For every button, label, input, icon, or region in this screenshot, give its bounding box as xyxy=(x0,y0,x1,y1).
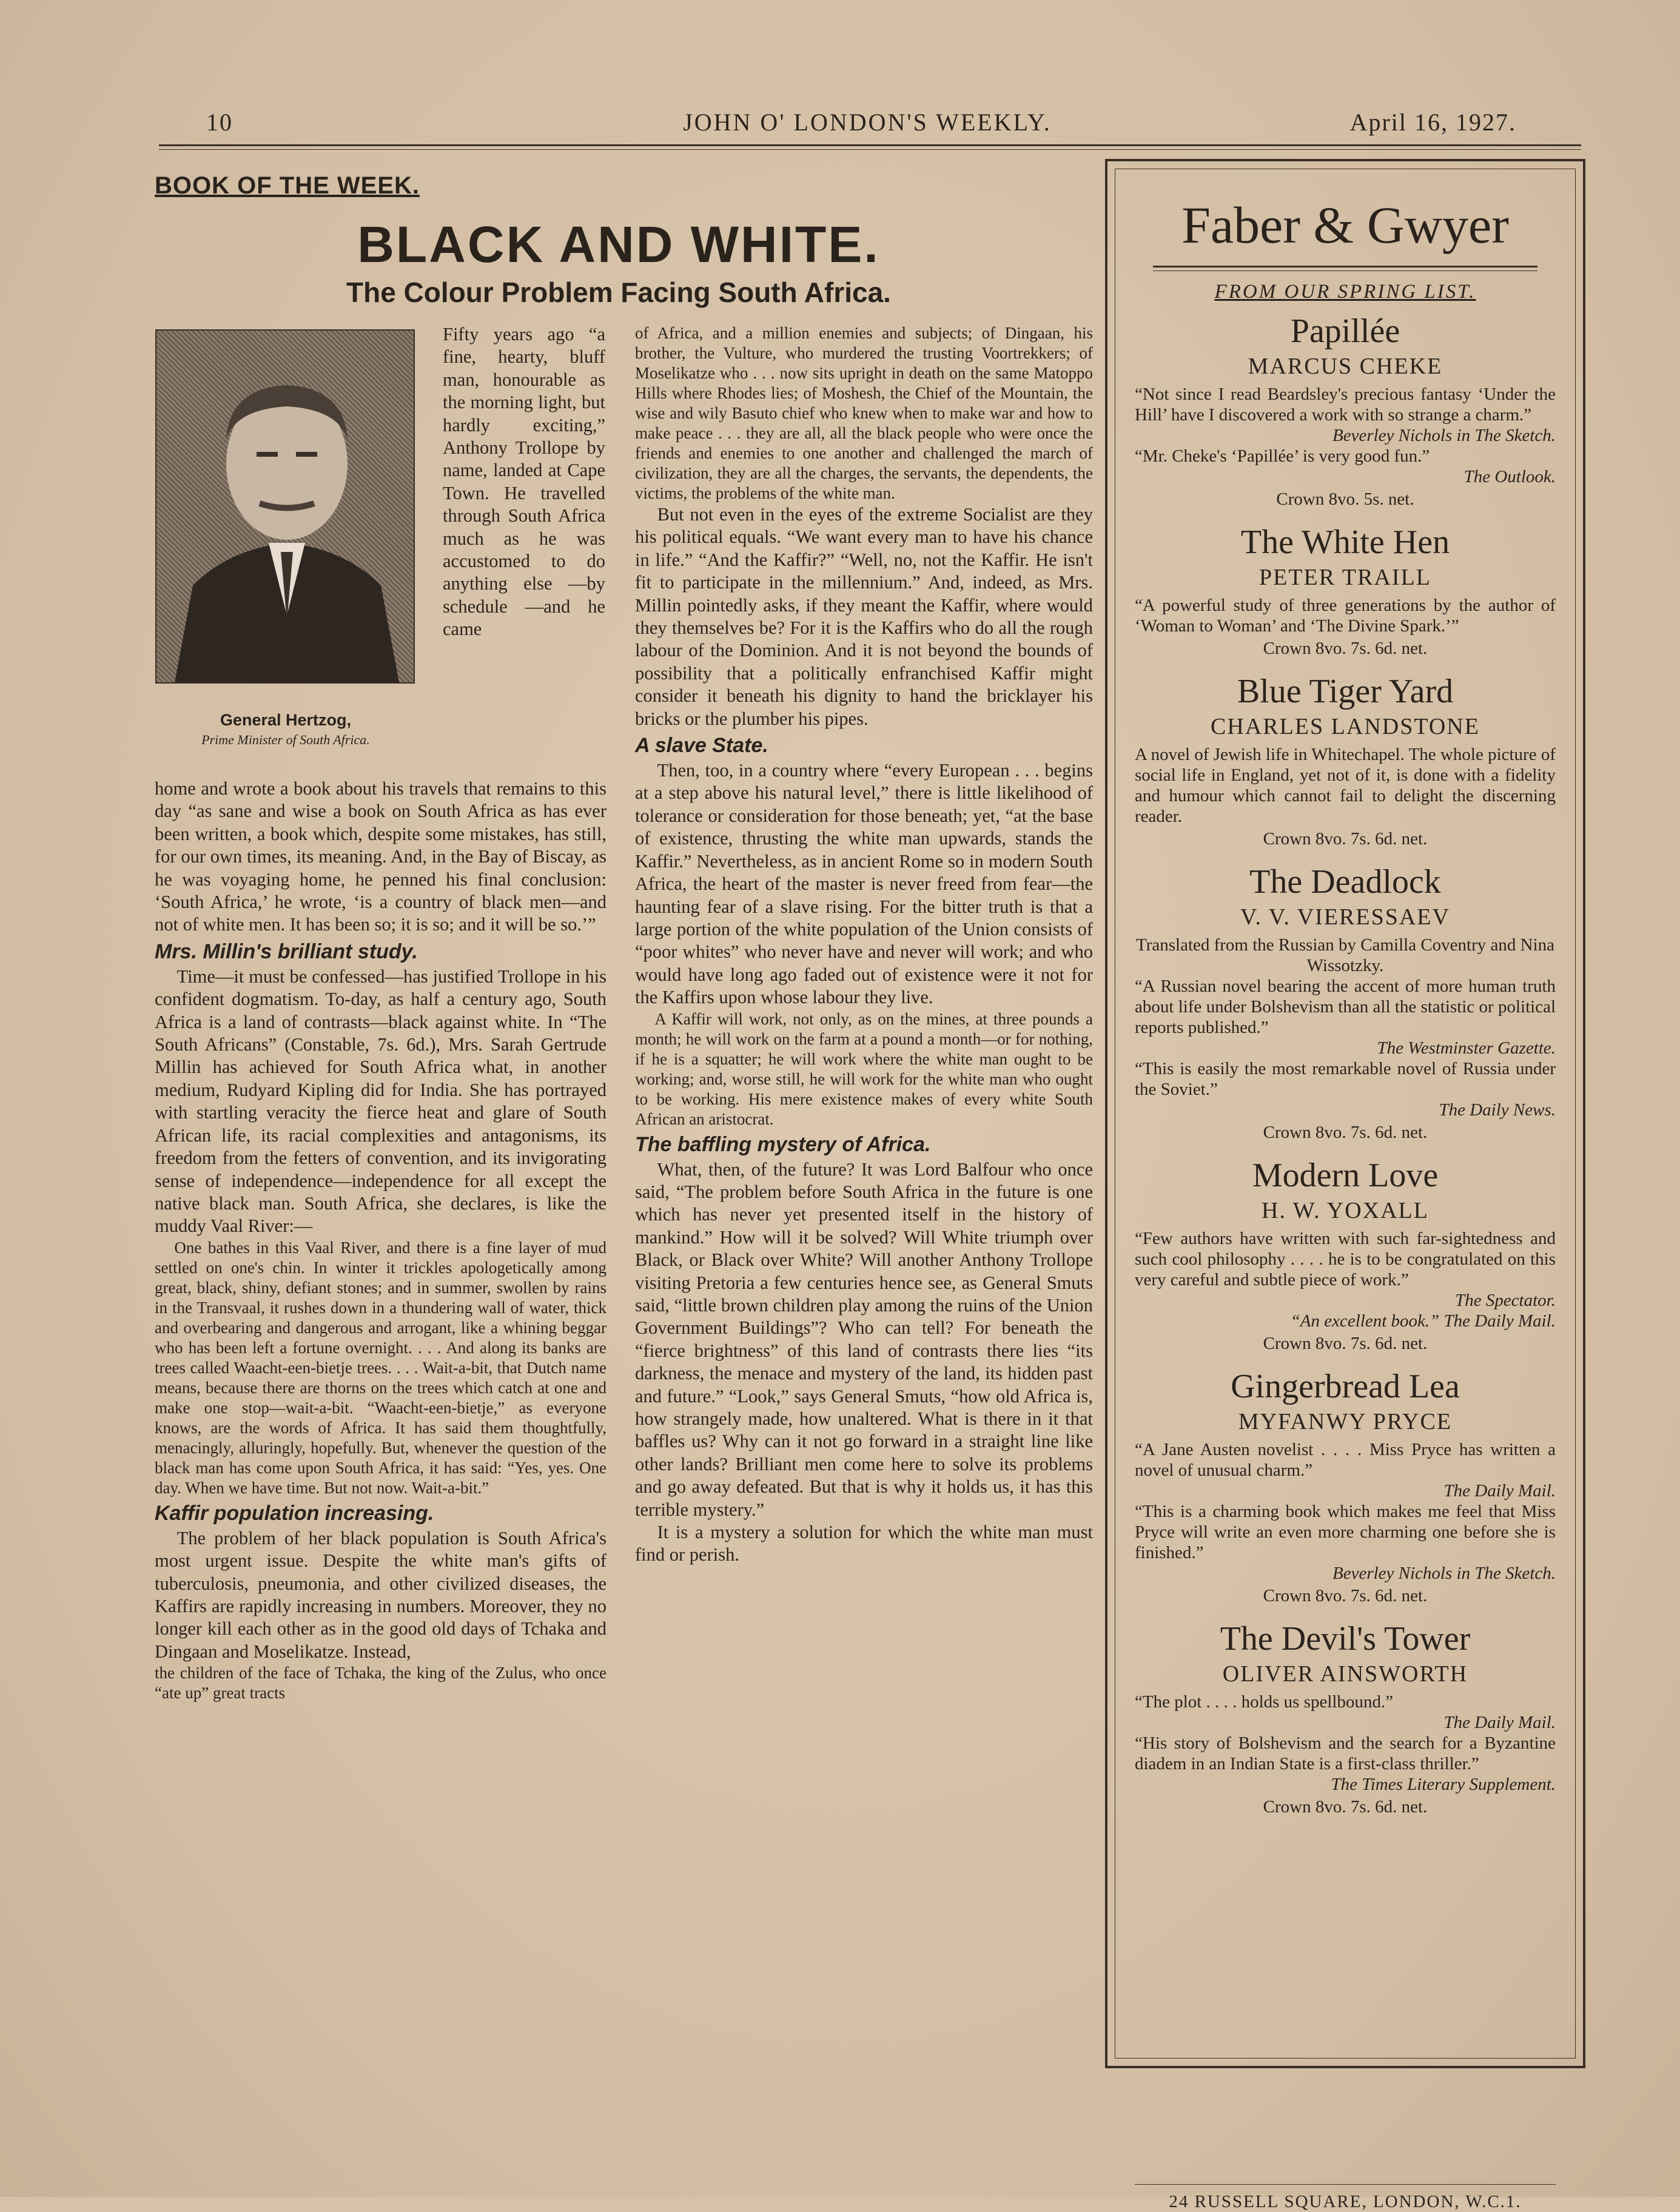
quotation: of Africa, and a million enemies and subjects; of Dingaan, his brother, the Vulture, who murdered the trusting Voortrekkers; of Moselikatze who . . . now sits upright in death on the same Matoppo Hills where Rhodes lies; of Moshesh, the Chief of the Mountain, the wise and wily Basuto chief who knew when to make war and how to make peace . . . they are all, all the black people who were once the friends and enemies to one another and challenged the march of civilization, they are all the charges, the servants, the dependents, the victims, the problems of the white man. xyxy=(635,324,1093,502)
header-rule xyxy=(159,144,1581,146)
subheading: Mrs. Millin's brilliant study. xyxy=(155,940,418,963)
paragraph: It is a mystery a solution for which the white man must find or perish. xyxy=(635,1522,1093,1565)
book-price: Crown 8vo. 7s. 6d. net. xyxy=(1263,1586,1428,1605)
article-title: BLACK AND WHITE. xyxy=(357,216,880,273)
subheading: The baffling mystery of Africa. xyxy=(635,1132,931,1156)
review-source: The Spectator. xyxy=(1455,1291,1556,1310)
issue-date: April 16, 1927. xyxy=(1349,109,1516,136)
book-price: Crown 8vo. 5s. net. xyxy=(1276,489,1414,509)
book-description: “A Jane Austen novelist . . . . Miss Pryce has written a novel of unusual charm.” xyxy=(1135,1440,1556,1480)
review-source: Beverley Nichols in The Sketch. xyxy=(1332,1564,1556,1583)
book-description: “A Russian novel bearing the accent of more human truth about life under Bolshevism than all the statistic or political reports published.” xyxy=(1135,977,1556,1037)
publisher-advertisement xyxy=(1105,159,1585,2211)
portrait-figure-icon xyxy=(156,331,414,682)
publisher-name: Faber & Gwyer xyxy=(1181,196,1509,254)
book-description: “His story of Bolshevism and the search for a Byzantine diadem in an Indian State is a first-class thriller.” xyxy=(1135,1733,1556,1773)
article-subtitle: The Colour Problem Facing South Africa. xyxy=(346,277,891,308)
book-author: PETER TRAILL xyxy=(1258,565,1431,590)
book-description: “A powerful study of three generations by the author of ‘Woman to Woman’ and ‘The Divine Spark.’” xyxy=(1135,596,1556,636)
header-rule-thin xyxy=(159,149,1581,150)
review-source: The Times Literary Supplement. xyxy=(1331,1775,1556,1794)
book-price: Crown 8vo. 7s. 6d. net. xyxy=(1263,1123,1428,1142)
review-source: “An excellent book.” The Daily Mail. xyxy=(1290,1311,1556,1331)
masthead: JOHN O' LONDON'S WEEKLY. xyxy=(683,109,1052,136)
section-label: BOOK OF THE WEEK. xyxy=(155,172,420,199)
review-source: The Daily News. xyxy=(1439,1100,1556,1120)
book-description: “Few authors have written with such far-sightedness and such cool philosophy . . . . he is to be congratulated on this very careful and subtle piece of work.” xyxy=(1135,1229,1556,1289)
subheading: A slave State. xyxy=(635,734,768,758)
book-title: The Deadlock xyxy=(1249,863,1441,901)
ad-rule-bottom xyxy=(1135,2184,1556,2185)
paragraph: What, then, of the future? It was Lord Balfour who once said, “The problem before South Africa in the future is one which has never yet presented itself in the history of mankind.” How will it be solved? Will White triumph over Black, or Black over White? Will another Anthony Trollope visiting Pretoria a few centuries hence see, as General Smuts said, “little brown children play among the ruins of the Union Government Buildings”? Who can tell? For beneath the “fierce brightness” of this land of contrasts there lies “its darkness, the menace and mystery of the land, its hidden past and future.” “Look,” says General Smuts, “how old Africa is, how strangely made, how unaltered. What is there in it that baffles us? Why can it not go forward in a straight line like other lands? Brilliant men come here to solve its problems and go away defeated. But that is why it holds us, it has this terrible mystery.” xyxy=(635,1158,1093,1520)
book-title: Blue Tiger Yard xyxy=(1237,673,1454,710)
ad-rule xyxy=(1153,266,1537,267)
paragraph: Then, too, in a country where “every European . . . begins at a step above his natural level,” there is little likelihood of tolerance or consideration for those beneath; yet, “at the base of existence, thrusting the white man upwards, stands the Kaffir.” Nevertheless, as in ancient Rome so in modern South Africa, the heart of the master is never freed from fear—the haunting fear of a slave rising. For the bitter truth is that a large portion of the white population of the Union consists of “poor whites” who never have and never will work; and who would have long ago faded out of existence were it not for the Kaffirs upon whose labour they live. xyxy=(635,760,1093,1008)
book-description: “This is a charming book which makes me feel that Miss Pryce will write an even more charming one before she is finished.” xyxy=(1135,1502,1556,1562)
book-title: Papillée xyxy=(1290,312,1400,350)
review-source: The Outlook. xyxy=(1463,467,1556,486)
book-author: OLIVER AINSWORTH xyxy=(1222,1661,1468,1687)
portrait-photo xyxy=(155,329,415,684)
page-header xyxy=(200,108,1534,144)
book-description: “The plot . . . . holds us spellbound.” xyxy=(1135,1692,1394,1712)
column-1 xyxy=(155,778,606,1703)
book-entry xyxy=(1135,861,1556,1145)
book-entry xyxy=(1135,521,1556,661)
column-1-wrap xyxy=(443,323,605,641)
book-entry xyxy=(1135,1618,1556,1819)
book-price: Crown 8vo. 7s. 6d. net. xyxy=(1263,1334,1428,1353)
book-entry xyxy=(1135,670,1556,851)
list-heading: FROM OUR SPRING LIST. xyxy=(1214,281,1476,303)
book-list xyxy=(1135,310,1556,1829)
page-number: 10 xyxy=(206,109,233,136)
book-price: Crown 8vo. 7s. 6d. net. xyxy=(1263,1797,1428,1817)
quotation: One bathes in this Vaal River, and there is a fine layer of mud settled on one's chin. In winter it trickles apologetically among great, black, shiny, defiant stones; and in summer, swollen by rains in the Transvaal, it rushes down in a thundering wall of water, thick and overbearing and dangerous and arrogant, like a whining beggar who has been left a fortune overnight. . . . And along its banks are trees called Waacht-een-bietje trees. . . . Wait-a-bit, that Dutch name means, because there are thorns on the trees which catch at one and make one stop—wait-a-bit. “Waacht-een-bietje,” as everyone knows, are the words of Africa. It has said them thoughtfully, menacingly, alluringly, hopefully. But, whenever the question of the black man has come upon South Africa, it has said: “Yes, yes. One day. When we have time. But not now. Wait-a-bit.” xyxy=(155,1238,606,1497)
book-description: “Not since I read Beardsley's precious fantasy ‘Under the Hill’ have I discovered a work with so strange a charm.” xyxy=(1135,385,1556,425)
book-entry xyxy=(1135,310,1556,511)
book-description: “Mr. Cheke's ‘Papillée’ is very good fun.” xyxy=(1135,446,1430,466)
review-source: The Daily Mail. xyxy=(1443,1481,1556,1501)
subheading: Kaffir population increasing. xyxy=(155,1501,434,1525)
book-entry xyxy=(1135,1154,1556,1356)
book-author: V. V. VIERESSAEV xyxy=(1240,904,1450,930)
book-author: CHARLES LANDSTONE xyxy=(1211,714,1480,739)
book-title: The White Hen xyxy=(1240,523,1450,561)
review-source: Beverley Nichols in The Sketch. xyxy=(1332,426,1556,445)
book-entry xyxy=(1135,1365,1556,1608)
book-author: MYFANWY PRYCE xyxy=(1238,1409,1453,1434)
book-description: “This is easily the most remarkable novel of Russia under the Soviet.” xyxy=(1135,1059,1556,1099)
paragraph: The problem of her black population is South Africa's most urgent issue. Despite the white man's gifts of tuberculosis, pneumonia, and other civilized diseases, the Kaffirs are rapidly increasing in numbers. Moreover, they no longer kill each other as in the good old days of Tchaka and Dingaan and Moselikatze. Instead, xyxy=(155,1527,606,1662)
review-source: The Daily Mail. xyxy=(1443,1713,1556,1732)
book-title: Modern Love xyxy=(1252,1157,1439,1194)
book-description: Translated from the Russian by Camilla Coventry and Nina Wissotzky. xyxy=(1136,935,1554,975)
book-title: Gingerbread Lea xyxy=(1231,1368,1460,1405)
book-price: Crown 8vo. 7s. 6d. net. xyxy=(1263,639,1428,658)
book-description: A novel of Jewish life in Whitechapel. The whole picture of social life in England, yet not of it, is done with a fidelity and humour which cannot fail to delight the discerning reader. xyxy=(1135,745,1556,826)
photo-subcaption: Prime Minister of South Africa. xyxy=(201,732,370,747)
book-title: The Devil's Tower xyxy=(1220,1620,1471,1658)
quotation: A Kaffir will work, not only, as on the mines, at three pounds a month; he will work on the farm at a pound a month—or for nothing, if he is a squatter; he will work where the white man ought to be working; and, worse still, he will work for the white man who ought to be working. His mere existence makes of every white South African an aristocrat. xyxy=(635,1009,1093,1128)
book-author: MARCUS CHEKE xyxy=(1248,354,1443,379)
book-price: Crown 8vo. 7s. 6d. net. xyxy=(1263,829,1428,849)
quotation: the children of the face of Tchaka, the king of the Zulus, who once “ate up” great tracts xyxy=(155,1664,606,1703)
paragraph: But not even in the eyes of the extreme Socialist are they his political equals. “We want every man to have his chance in life.” “And the Kaffir?” “Well, no, not the Kaffir. He isn't fit to participate in the millennium.” And, indeed, as Mrs. Millin pointedly asks, if they meant the Kaffir, where would they themselves be? For it is the Kaffirs who do all the rough labour of the Dominion. And it is not beyond the bounds of possibility that a politically enfranchised Kaffir might consider it beneath his dignity to hand the bricklayer his bricks or the plumber his pipes. xyxy=(635,504,1093,729)
photo-caption: General Hertzog, xyxy=(220,711,352,729)
column-2 xyxy=(635,323,1093,1567)
paragraph: Time—it must be confessed—has justified Trollope in his confident dogmatism. To-day, as half a century ago, South Africa is a land of contrasts—black against white. In “The South Africans” (Constable, 7s. 6d.), Mrs. Sarah Gertrude Millin has achieved for South Africa what, in another medium, Rudyard Kipling did for India. She has portrayed with startling veracity the fierce heat and glare of South African life, its racial complexities and antagonisms, its freedom from the fetters of convention, and its invigorating sense of independence—independence for all except the native black man. South Africa, she declares, is like the muddy Vaal River:— xyxy=(155,966,606,1237)
paragraph: Fifty years ago “a fine, hearty, bluff man, honourable as the morning light, but hardly exciting,” Anthony Trollope by name, landed at Cape Town. He travelled through South Africa much as he was accustomed to do anything else —by schedule —and he came xyxy=(443,324,605,640)
publisher-address: 24 RUSSELL SQUARE, LONDON, W.C.1. xyxy=(1169,2192,1522,2211)
paragraph: home and wrote a book about his travels that remains to this day “as sane and wise a book on South Africa as has ever been written, a book which, despite some mistakes, has still, for our own times, its meaning. And, in the Bay of Biscay, as he was voyaging home, he penned his final conclusion: ‘South Africa,’ he wrote, ‘is a country of black men—and not of white men. It has been so; it is so; and it will be so.’” xyxy=(155,778,606,935)
book-author: H. W. YOXALL xyxy=(1262,1198,1429,1223)
review-source: The Westminster Gazette. xyxy=(1377,1038,1556,1058)
